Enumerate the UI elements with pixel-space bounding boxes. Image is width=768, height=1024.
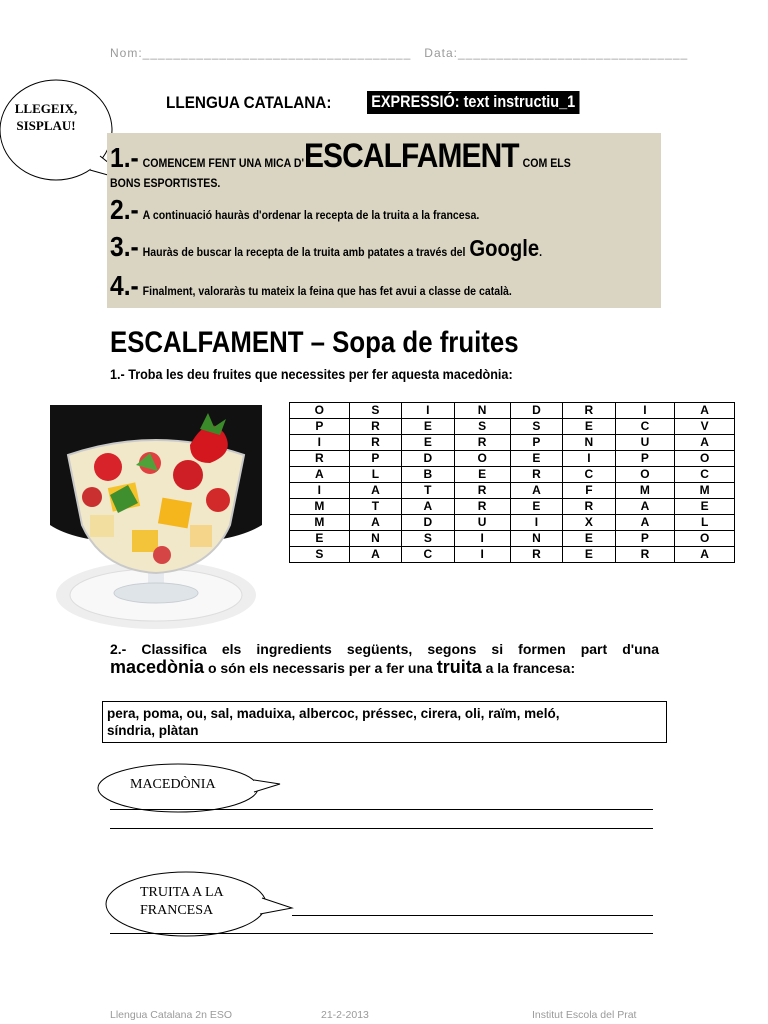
grid-cell[interactable]: R bbox=[349, 435, 401, 451]
grid-cell[interactable]: I bbox=[290, 483, 350, 499]
grid-row bbox=[290, 419, 735, 435]
grid-cell[interactable]: E bbox=[290, 531, 350, 547]
ingredients-box: pera, poma, ou, sal, maduixa, albercoc, préssec, cirera, oli, raïm, meló, síndria, plàtan bbox=[102, 701, 667, 743]
grid-cell[interactable]: L bbox=[675, 515, 735, 531]
grid-cell[interactable]: R bbox=[510, 467, 562, 483]
grid-row bbox=[290, 467, 735, 483]
grid-cell[interactable]: L bbox=[349, 467, 401, 483]
grid-row bbox=[290, 531, 735, 547]
grid-cell[interactable]: E bbox=[675, 499, 735, 515]
grid-cell[interactable]: R bbox=[454, 483, 510, 499]
answer-line-macedonia-1[interactable] bbox=[110, 809, 653, 810]
grid-cell[interactable]: I bbox=[563, 451, 615, 467]
grid-cell[interactable]: T bbox=[402, 483, 454, 499]
grid-cell[interactable]: P bbox=[615, 451, 675, 467]
grid-cell[interactable]: O bbox=[454, 451, 510, 467]
grid-row bbox=[290, 483, 735, 499]
grid-cell[interactable]: A bbox=[615, 499, 675, 515]
grid-cell[interactable]: N bbox=[563, 435, 615, 451]
grid-cell[interactable]: I bbox=[454, 531, 510, 547]
grid-cell[interactable]: N bbox=[349, 531, 401, 547]
grid-cell[interactable]: R bbox=[454, 435, 510, 451]
bubble-macedonia-text: MACEDÒNIA bbox=[130, 777, 216, 792]
grid-cell[interactable]: O bbox=[675, 451, 735, 467]
grid-cell[interactable]: M bbox=[615, 483, 675, 499]
bubble-please-text: LLEGEIX, SISPLAU! bbox=[14, 101, 78, 133]
grid-cell[interactable]: M bbox=[675, 483, 735, 499]
date-blank[interactable]: ______________________________ bbox=[457, 46, 689, 60]
grid-cell[interactable]: A bbox=[290, 467, 350, 483]
grid-cell[interactable]: P bbox=[290, 419, 350, 435]
grid-row bbox=[290, 403, 735, 419]
grid-cell[interactable]: O bbox=[675, 531, 735, 547]
grid-cell[interactable]: D bbox=[402, 451, 454, 467]
grid-cell[interactable]: S bbox=[510, 419, 562, 435]
grid-cell[interactable]: A bbox=[510, 483, 562, 499]
grid-row bbox=[290, 515, 735, 531]
step-1: 1.- COMENCEM FENT UNA MICA D'ESCALFAMENT COM ELS bbox=[110, 137, 571, 175]
grid-cell[interactable]: A bbox=[402, 499, 454, 515]
fruit-salad-photo bbox=[50, 405, 262, 631]
grid-cell[interactable]: D bbox=[510, 403, 562, 419]
grid-cell[interactable]: I bbox=[402, 403, 454, 419]
grid-cell[interactable]: E bbox=[454, 467, 510, 483]
grid-cell[interactable]: M bbox=[290, 499, 350, 515]
grid-cell[interactable]: V bbox=[675, 419, 735, 435]
header-fields bbox=[110, 46, 688, 60]
grid-cell[interactable]: F bbox=[563, 483, 615, 499]
grid-cell[interactable]: E bbox=[563, 531, 615, 547]
grid-cell[interactable]: R bbox=[510, 547, 562, 563]
grid-cell[interactable]: I bbox=[510, 515, 562, 531]
grid-cell[interactable]: E bbox=[563, 419, 615, 435]
grid-cell[interactable]: B bbox=[402, 467, 454, 483]
grid-cell[interactable]: C bbox=[675, 467, 735, 483]
grid-cell[interactable]: P bbox=[349, 451, 401, 467]
grid-cell[interactable]: P bbox=[510, 435, 562, 451]
word-search-grid bbox=[289, 402, 735, 563]
grid-cell[interactable]: N bbox=[454, 403, 510, 419]
grid-cell[interactable]: R bbox=[615, 547, 675, 563]
grid-cell[interactable]: R bbox=[563, 403, 615, 419]
name-label: Nom: bbox=[110, 46, 143, 60]
grid-cell[interactable]: C bbox=[615, 419, 675, 435]
step-4: 4.- Finalment, valoraràs tu mateix la feina que has fet avui a classe de català. bbox=[110, 270, 512, 301]
grid-cell[interactable]: R bbox=[563, 499, 615, 515]
grid-cell[interactable]: I bbox=[290, 435, 350, 451]
grid-cell[interactable]: S bbox=[349, 403, 401, 419]
grid-cell[interactable]: E bbox=[402, 435, 454, 451]
instructions-box bbox=[107, 133, 661, 308]
footer-school: Institut Escola del Prat bbox=[532, 1009, 637, 1021]
grid-cell[interactable]: A bbox=[675, 435, 735, 451]
step-1-line2: BONS ESPORTISTES. bbox=[110, 176, 221, 190]
grid-cell[interactable]: X bbox=[563, 515, 615, 531]
grid-cell[interactable]: O bbox=[290, 403, 350, 419]
name-blank[interactable]: ___________________________________ bbox=[142, 46, 412, 60]
grid-cell[interactable]: A bbox=[349, 515, 401, 531]
grid-cell[interactable]: A bbox=[675, 547, 735, 563]
answer-line-truita-1[interactable] bbox=[292, 915, 653, 916]
grid-row bbox=[290, 547, 735, 563]
grid-cell[interactable]: R bbox=[454, 499, 510, 515]
grid-cell[interactable]: S bbox=[290, 547, 350, 563]
grid-cell[interactable]: M bbox=[290, 515, 350, 531]
grid-cell[interactable]: C bbox=[402, 547, 454, 563]
grid-cell[interactable]: A bbox=[615, 515, 675, 531]
grid-cell[interactable]: A bbox=[349, 483, 401, 499]
grid-cell[interactable]: S bbox=[454, 419, 510, 435]
grid-cell[interactable]: U bbox=[615, 435, 675, 451]
step-2: 2.- A continuació hauràs d'ordenar la recepta de la truita a la francesa. bbox=[110, 194, 480, 225]
question-2: 2.- Classifica els ingredients següents, segons si formen part d'una macedònia o són els necessaris per a fer una truita a la francesa: bbox=[110, 641, 659, 677]
grid-row bbox=[290, 499, 735, 515]
footer-date: 21-2-2013 bbox=[321, 1009, 369, 1021]
grid-cell[interactable]: R bbox=[349, 419, 401, 435]
grid-cell[interactable]: E bbox=[510, 499, 562, 515]
bubble-truita-text: TRUITA A LA FRANCESA bbox=[140, 885, 224, 918]
grid-cell[interactable]: R bbox=[290, 451, 350, 467]
grid-cell[interactable]: O bbox=[615, 467, 675, 483]
grid-cell[interactable]: E bbox=[563, 547, 615, 563]
grid-cell[interactable]: U bbox=[454, 515, 510, 531]
section-title: ESCALFAMENT – Sopa de fruites bbox=[110, 326, 519, 359]
step-3: 3.- Hauràs de buscar la recepta de la truita amb patates a través del Google. bbox=[110, 231, 543, 262]
grid-cell[interactable]: A bbox=[349, 547, 401, 563]
grid-cell[interactable]: E bbox=[510, 451, 562, 467]
grid-cell[interactable]: I bbox=[615, 403, 675, 419]
grid-cell[interactable]: E bbox=[402, 419, 454, 435]
grid-row bbox=[290, 451, 735, 467]
grid-cell[interactable]: A bbox=[675, 403, 735, 419]
activity-tag: EXPRESSIÓ: text instructiu_1 bbox=[367, 91, 579, 114]
answer-line-truita-2[interactable] bbox=[110, 933, 653, 934]
grid-cell[interactable]: C bbox=[563, 467, 615, 483]
grid-cell[interactable]: T bbox=[349, 499, 401, 515]
grid-cell[interactable]: I bbox=[454, 547, 510, 563]
question-1: 1.- Troba les deu fruites que necessites per fer aquesta macedònia: bbox=[110, 366, 513, 382]
grid-cell[interactable]: N bbox=[510, 531, 562, 547]
date-label: Data: bbox=[424, 46, 458, 60]
grid-cell[interactable]: S bbox=[402, 531, 454, 547]
grid-row bbox=[290, 435, 735, 451]
grid-cell[interactable]: P bbox=[615, 531, 675, 547]
subject-title: LLENGUA CATALANA: bbox=[166, 93, 332, 112]
footer-left: Llengua Catalana 2n ESO bbox=[110, 1009, 233, 1021]
answer-line-macedonia-2[interactable] bbox=[110, 828, 653, 829]
grid-cell[interactable]: D bbox=[402, 515, 454, 531]
